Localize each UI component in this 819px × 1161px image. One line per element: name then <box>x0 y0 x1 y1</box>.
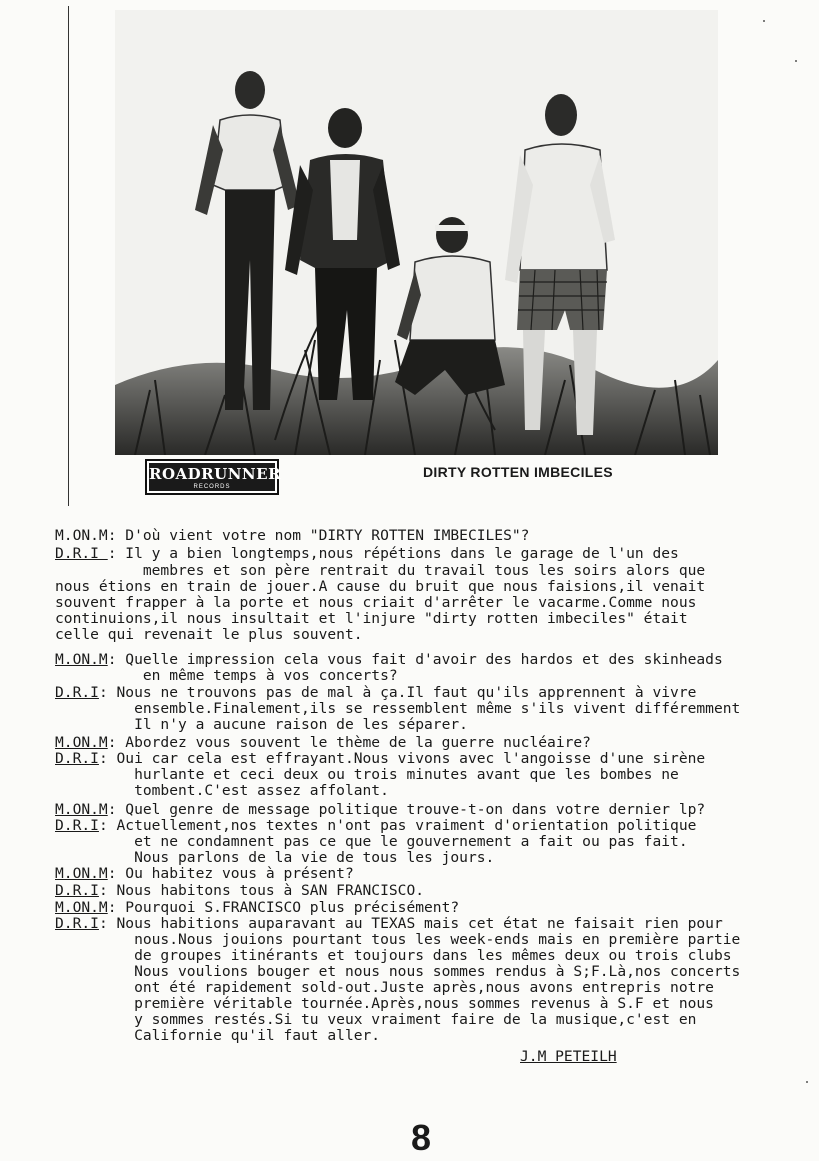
interview-line <box>55 1012 696 1028</box>
band-photo <box>115 10 718 455</box>
page-number: 8 <box>411 1117 432 1158</box>
speaker-label: D.R.I <box>55 684 99 701</box>
scan-speck <box>795 60 797 62</box>
speaker-label: D.R.I <box>55 817 99 834</box>
interview-line <box>55 980 714 996</box>
line-text: : Oui car cela est effrayant.Nous vivons avec l'angoisse d'une sirène <box>98 750 706 767</box>
line-text: : Ou habitez vous à présent? <box>107 865 354 882</box>
speaker-label: M.ON.M <box>55 801 108 818</box>
speaker-label: M.ON.M <box>55 734 108 751</box>
line-text: : Nous habitions auparavant au TEXAS mais cet état ne faisait rien pour <box>98 915 723 932</box>
interview-line <box>55 579 705 595</box>
line-text: et ne condamnent pas ce que le gouvernement a fait ou pas fait. <box>55 833 688 850</box>
interview-line <box>55 528 529 544</box>
line-text: continuions,il nous insultait et l'injure "dirty rotten imbeciles" était <box>55 610 688 627</box>
speaker-label: D.R.I <box>55 882 99 899</box>
speaker-label: D.R.I <box>55 750 99 767</box>
line-text: ont été rapidement sold-out.Juste après,nous avons entrepris notre <box>55 979 714 996</box>
interview-line <box>55 883 424 899</box>
line-text: Nous voulions bouger et nous nous sommes rendus à S;F.Là,nos concerts <box>55 963 741 980</box>
interview-line <box>55 668 398 684</box>
interview-line <box>55 948 732 964</box>
roadrunner-records-logo <box>145 459 282 495</box>
interview-line <box>55 850 494 866</box>
line-text: : Quel genre de message politique trouve-t-on dans votre dernier lp? <box>107 801 706 818</box>
interview-line <box>55 611 688 627</box>
interview-line <box>55 783 389 799</box>
record-label-sub: RECORDS <box>193 484 231 490</box>
line-text: : Il y a bien longtemps,nous répétions dans le garage de l'un des <box>107 545 679 562</box>
interview-line <box>55 866 354 882</box>
interview-line <box>55 767 679 783</box>
interview-line <box>55 818 696 834</box>
scan-speck <box>763 20 765 22</box>
interview-line <box>55 964 740 980</box>
speaker-label: M.ON.M <box>55 527 108 544</box>
record-label-name: ROADRUNNER <box>149 465 282 483</box>
speaker-label: D.R.I <box>55 915 99 932</box>
line-text: de groupes itinérants et toujours dans les mêmes deux ou trois clubs <box>55 947 732 964</box>
line-text: : Actuellement,nos textes n'ont pas vraiment d'orientation politique <box>98 817 697 834</box>
line-text: y sommes restés.Si tu veux vraiment faire de la musique,c'est en <box>55 1011 697 1028</box>
line-text: membres et son père rentrait du travail tous les soirs alors que <box>55 562 706 579</box>
speaker-label: M.ON.M <box>55 651 108 668</box>
line-text: nous.Nous jouions pourtant tous les week-ends mais en première partie <box>55 931 741 948</box>
line-text: : Pourquoi S.FRANCISCO plus précisément? <box>107 899 460 916</box>
interview-line <box>55 996 714 1012</box>
speaker-label: M.ON.M <box>55 899 108 916</box>
line-text: nous étions en train de jouer.A cause du bruit que nous faisions,il venait <box>55 578 706 595</box>
line-text: en même temps à vos concerts? <box>55 667 398 684</box>
margin-rule <box>68 6 69 506</box>
interview-line <box>55 701 740 717</box>
interview-line <box>55 751 705 767</box>
line-text: : Quelle impression cela vous fait d'avoir des hardos et des skinheads <box>107 651 723 668</box>
line-text: : Nous habitons tous à SAN FRANCISCO. <box>98 882 425 899</box>
line-text: Il n'y a aucune raison de les séparer. <box>55 716 468 733</box>
speaker-label: D.R.I <box>55 545 108 562</box>
interview-line <box>55 685 696 701</box>
line-text: ensemble.Finalement,ils se ressemblent même s'ils vivent différemment <box>55 700 741 717</box>
line-text: tombent.C'est assez affolant. <box>55 782 389 799</box>
line-text: souvent frapper à la porte et nous criait d'arrêter le vacarme.Comme nous <box>55 594 697 611</box>
interview-line <box>55 546 679 562</box>
line-text: celle qui revenait le plus souvent. <box>55 626 363 643</box>
interview-line <box>55 595 696 611</box>
interview-line <box>55 802 705 818</box>
interview-line <box>55 563 705 579</box>
author-signature: J.M PETEILH <box>520 1048 617 1065</box>
scan-speck <box>806 1081 808 1083</box>
interview-line <box>55 834 688 850</box>
interview-line <box>55 652 723 668</box>
interview-line <box>55 1028 380 1044</box>
line-text: : D'où vient votre nom "DIRTY ROTTEN IMBECILES"? <box>107 527 530 544</box>
interview-line <box>55 932 740 948</box>
line-text: : Abordez vous souvent le thème de la guerre nucléaire? <box>107 734 591 751</box>
line-text: première véritable tournée.Après,nous sommes revenus à S.F et nous <box>55 995 714 1012</box>
line-text: : Nous ne trouvons pas de mal à ça.Il faut qu'ils apprennent à vivre <box>98 684 697 701</box>
photo-caption: DIRTY ROTTEN IMBECILES <box>423 464 613 480</box>
interview-line <box>55 900 459 916</box>
interview-line <box>55 627 363 643</box>
interview-line <box>55 735 591 751</box>
line-text: hurlante et ceci deux ou trois minutes avant que les bombes ne <box>55 766 679 783</box>
interview-line <box>55 717 468 733</box>
speaker-label: M.ON.M <box>55 865 108 882</box>
interview-line <box>55 916 723 932</box>
line-text: Nous parlons de la vie de tous les jours. <box>55 849 495 866</box>
line-text: Californie qu'il faut aller. <box>55 1027 381 1044</box>
